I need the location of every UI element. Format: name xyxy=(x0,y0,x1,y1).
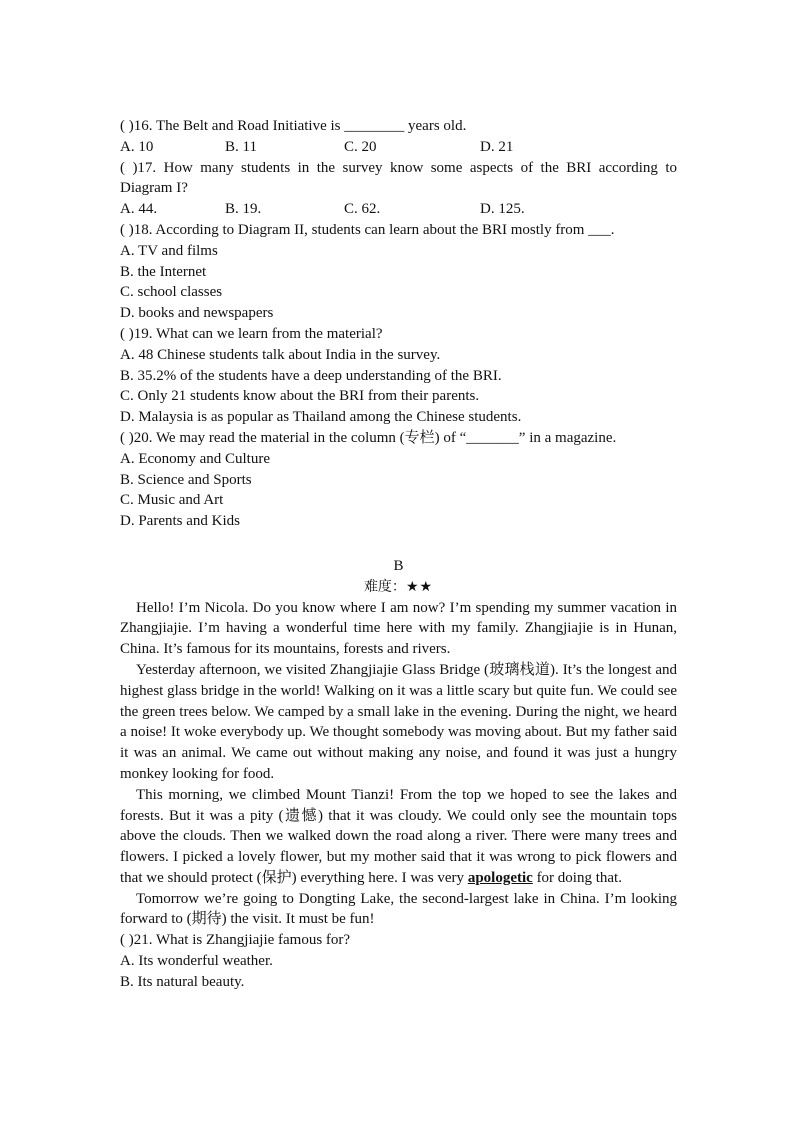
passage-paragraph-3 xyxy=(120,785,677,889)
option-d: D. Parents and Kids xyxy=(120,513,240,530)
worksheet-page xyxy=(120,116,677,993)
option-c: C. Only 21 students know about the BRI from their parents. xyxy=(120,388,480,405)
question-21: ( )21. What is Zhangjiajie famous for? xyxy=(120,932,351,949)
option-a: A. TV and films xyxy=(120,242,218,259)
difficulty-label: 难度： xyxy=(363,578,406,595)
paragraph-3-text-before: This morning, we climbed Mount Tianzi! From the top we hoped to see the lakes and forests. But it was a pity (遗憾) that it was cloudy. We could only see the mountain tops above the clouds. Then we walked down the road along a river. There were many trees and flowers. I picked a lovely flower, but my mother said that it was wrong to pick flowers and that we should protect (保护) everything here. I was very xyxy=(120,786,677,886)
passage-paragraph-4: Tomorrow we’re going to Dongting Lake, the second-largest lake in China. I’m looking forward to (期待) the visit. It must be fun! xyxy=(120,890,677,928)
option-c: C. school classes xyxy=(120,284,223,301)
option-a: A. Its wonderful weather. xyxy=(120,953,273,970)
paragraph-3-text-after: for doing that. xyxy=(532,869,622,886)
option-a: A. 10 xyxy=(120,138,154,155)
option-c: C. Music and Art xyxy=(120,492,224,509)
difficulty-rating xyxy=(120,577,677,598)
option-c: C. 62. xyxy=(344,201,381,218)
question-17-options xyxy=(120,199,677,220)
option-d: D. Malaysia is as popular as Thailand among the Chinese students. xyxy=(120,409,522,426)
option-a: A. 44. xyxy=(120,201,158,218)
question-19: ( )19. What can we learn from the material? xyxy=(120,325,383,342)
question-17: ( )17. How many students in the survey know some aspects of the BRI according to Diagram I? xyxy=(120,159,677,197)
option-b: B. Science and Sports xyxy=(120,471,252,488)
difficulty-stars: ★★ xyxy=(405,578,434,595)
question-18: ( )18. According to Diagram II, students can learn about the BRI mostly from ___. xyxy=(120,221,615,238)
section-b-title: B xyxy=(393,557,404,574)
question-16: ( )16. The Belt and Road Initiative is ________ years old. xyxy=(120,118,467,134)
option-d: D. 125. xyxy=(480,201,525,218)
option-c: C. 20 xyxy=(344,138,377,155)
option-a: A. 48 Chinese students talk about India in the survey. xyxy=(120,346,441,363)
option-b: B. 35.2% of the students have a deep understanding of the BRI. xyxy=(120,367,502,384)
option-a: A. Economy and Culture xyxy=(120,450,270,467)
question-20: ( )20. We may read the material in the column (专栏) of “_______” in a magazine. xyxy=(120,429,617,446)
option-b: B. the Internet xyxy=(120,263,207,280)
option-d: D. 21 xyxy=(480,138,514,155)
question-16-options xyxy=(120,137,677,158)
keyword-apologetic: apologetic xyxy=(467,869,533,886)
option-b: B. 11 xyxy=(225,138,257,155)
passage-paragraph-1: Hello! I’m Nicola. Do you know where I am now? I’m spending my summer vacation in Zhangjiajie. I’m having a wonderful time here with my family. Zhangjiajie is in Hunan, China. It’s famous for its mountains, forests and rivers. xyxy=(120,599,677,658)
passage-paragraph-2: Yesterday afternoon, we visited Zhangjiajie Glass Bridge (玻璃栈道). It’s the longest and highest glass bridge in the world! Walking on it was a little scary but quite fun. We could see the green trees below. We camped by a small lake in the evening. During the night, we heard a noise! It woke everybody up. We thought somebody was moving about. But my father said it was an animal. We came out without making any noise, and found it was just a hungry monkey looking for food. xyxy=(120,661,677,782)
section-spacer xyxy=(120,532,677,556)
option-d: D. books and newspapers xyxy=(120,305,274,322)
option-b: B. Its natural beauty. xyxy=(120,973,245,990)
option-b: B. 19. xyxy=(225,201,262,218)
